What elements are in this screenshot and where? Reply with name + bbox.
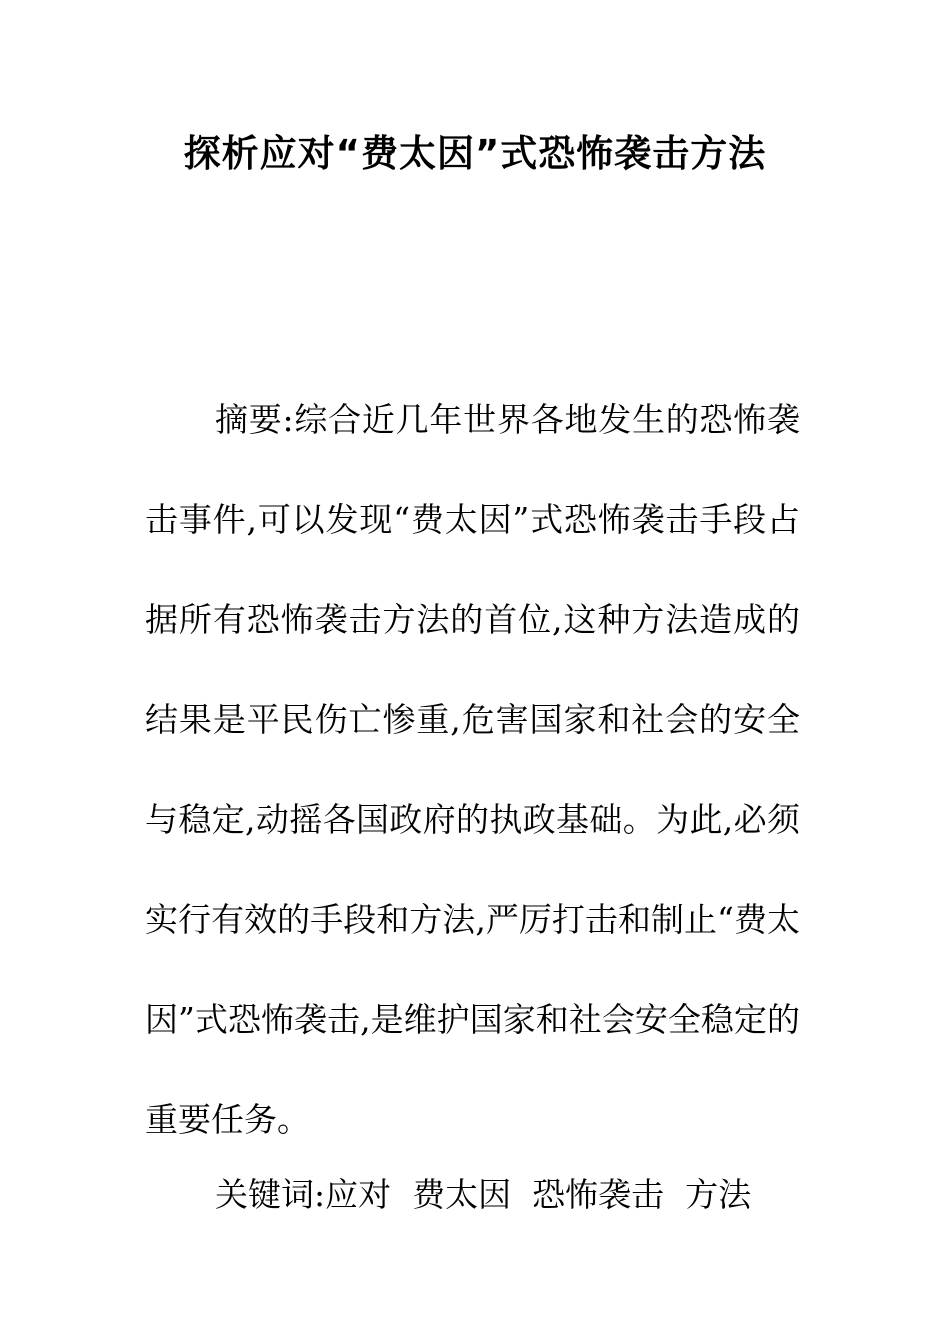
keywords-text: 应对 费太因 恐怖袭击 方法	[325, 1175, 752, 1214]
document-title: 探析应对“费太因”式恐怖袭击方法	[183, 132, 767, 175]
abstract-label: 摘要:	[215, 400, 294, 439]
abstract-text: 综合近几年世界各地发生的恐怖袭击事件,可以发现“费太因”式恐怖袭击手段占据所有恐怖袭击方法的首位,这种方法造成的结果是平民伤亡惨重,危害国家和社会的安全与稳定,动摇各国政府的执政基础。为此,必须实行有效的手段和方法,严厉打击和制止“费太因”式恐怖袭击,是维护国家和社会安全稳定的重要任务。	[145, 400, 801, 1139]
keywords-label: 关键词:	[215, 1175, 326, 1214]
abstract-paragraph	[145, 370, 800, 1170]
keywords-paragraph	[145, 1145, 800, 1245]
